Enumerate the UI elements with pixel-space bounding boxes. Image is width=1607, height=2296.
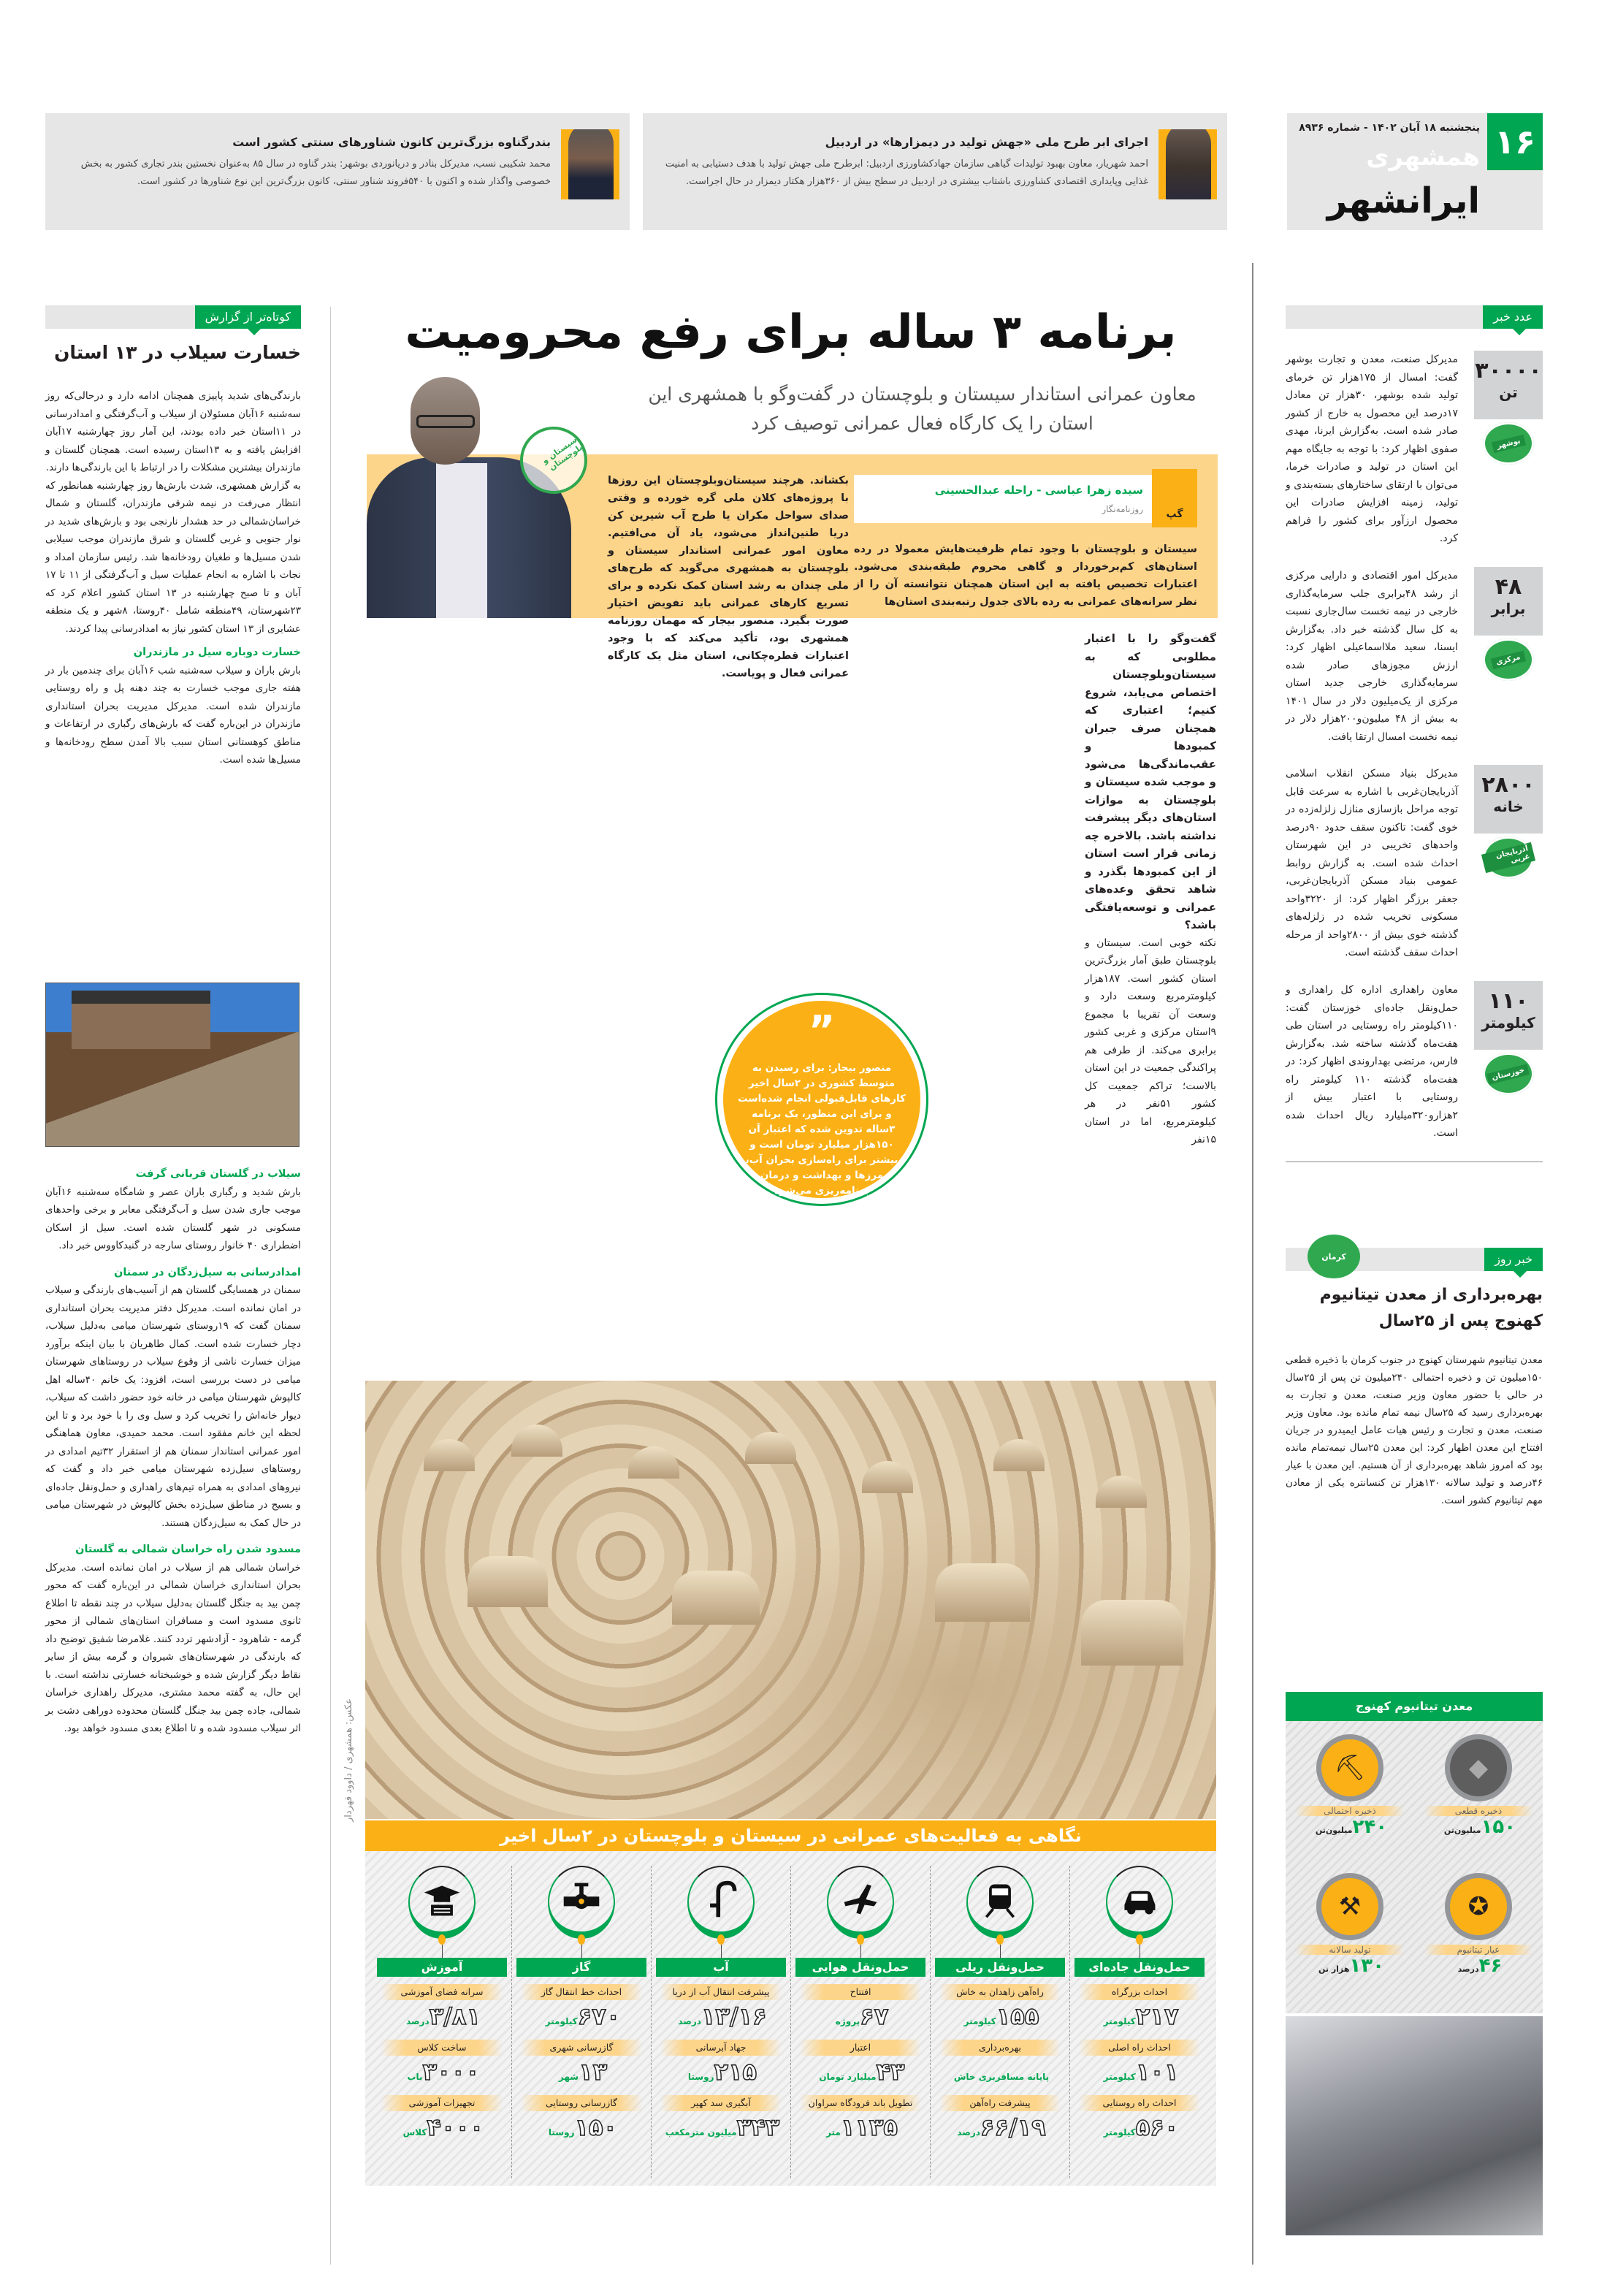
province-name: بوشهر (1492, 434, 1526, 452)
infographic-column (1069, 1866, 1209, 2178)
infographic-category: حمل‌ونقل هوایی (795, 1958, 925, 1977)
paper-logo: همشهری (1366, 142, 1480, 172)
infographic-stat (652, 2040, 790, 2088)
stat-value: ۱۵۵ (996, 2002, 1039, 2030)
lead-text: سیستان و بلوچستان با وجود تمام ظرفیت‌هایش معمولا در رده استان‌های کم‌برخوردار و گاهی محروم طبقه‌بندی می‌شود. اعتبارات تخصیص یافته به این استان همچنان نتوانسته آن را از نظر سرانه‌های عمرانی به رده بالای جدول رتبه‌بندی استان‌ها (854, 544, 1197, 608)
news-number-item (1286, 765, 1543, 962)
section-tab: خبر روز (1484, 1248, 1543, 1271)
main-headline: برنامه ۳ ساله برای رفع محرومیت (405, 305, 1177, 359)
stat-value: ۱۰۱ (1135, 2058, 1179, 2086)
stat-unit: پایانه مسافربری خاش (953, 2072, 1050, 2082)
authors: سیده زهرا عباسی - راحله عبدالحسینی (934, 484, 1143, 497)
photo-credit: عکس: همشهری / داوود قهردار (343, 1698, 354, 1823)
infographic-stat (652, 1984, 790, 2032)
news-number-item (1286, 351, 1543, 548)
connector-dot (1136, 1934, 1143, 1945)
stat-value: ۴۳ (876, 2058, 905, 2086)
infographic-stat (791, 1984, 930, 2032)
infographic-stat (512, 2040, 651, 2088)
stat-unit: کیلومتر (963, 2016, 996, 2026)
section-tab: عدد خبر (1483, 305, 1543, 329)
number-unit: برابر (1491, 600, 1526, 617)
mine-stat-label: تولید سالانه (1296, 1945, 1404, 1955)
flood-photo (45, 983, 299, 1147)
mine-stat (1414, 1867, 1543, 2006)
number-value: ۳۰۰۰۰ (1475, 358, 1542, 384)
subheading: خسارت دوباره سیل در مازندران (133, 647, 301, 658)
mine-article-text: معدن تیتانیوم شهرستان کهنوج در جنوب کرمان با ذخیره قطعی ۱۵۰میلیون تن و ذخیره احتمالی ۲۴۰میلیون تن پس از ۲۵سال در حالی با حضور معاون وزیر صنعت، معدن و تجارت به بهره‌برداری رسید که ۲۵سال نیمه تمام مانده بود. معاون وزیر صنعت، معدن و تجارت و رئیس هیات عامل ایمیدرو در جریان افتتاح این معدن اظهار کرد: این معدن ۲۵سال نیمه‌تمام مانده بود که امروز شاهد بهره‌برداری از آن هستیم. این معدن با عیار ۴۶درصد و تولید سالانه ۱۳۰هزار تن کنسانتره یکی از معادن مهم تیتانیوم کشور است. (1286, 1354, 1543, 1506)
stat-unit: درصد (406, 2016, 430, 2026)
infographic-column (651, 1866, 790, 2178)
date-issue: پنجشنبه ۱۸ آبان ۱۴۰۲ - شماره ۸۹۳۶ (1299, 122, 1480, 134)
stat-unit: کیلومتر (1103, 2016, 1136, 2026)
paragraph: خراسان شمالی هم از سیلاب در امان نمانده است. مدیرکل بحران استانداری خراسان شمالی در این‌باره گفت که محور چمن بید به جنگل گلستان به‌دلیل سیلاب در چند نقطه تا اطلاع ثانوی مسدود است و مسافران استان‌های شمالی از محور گرمه - شاهرود - آزادشهر تردد کنند. غلامرضا شفیق توضیح داد که بارندگی در شهرستان‌های شیروان و گرمه بیش از سایر نقاط دیگر گزارش شده و خوشبختانه خسارتی نداشته است. با این حال، به گفته محمد مشتری، مدیرکل راهداری خراسان شمالی، جاده چمن بید جنگل گلستان محدوده دوراهی دشت بر اثر سیلاب مسدود شده و تا اطلاع بعدی مسدود خواهد بود. (45, 1561, 301, 1734)
infographic-column (930, 1866, 1069, 2178)
flood-article-part1 (45, 387, 301, 769)
stat-value: ۴۰۰۰ (427, 2113, 484, 2141)
province-seal (1483, 1053, 1534, 1095)
stat-unit: متر (826, 2127, 841, 2137)
section-header-short-reports (45, 305, 301, 329)
infographic-stat (652, 2095, 790, 2143)
section-logo: ایرانشهر (1327, 180, 1480, 221)
stat-label: افتتاح (800, 1984, 921, 2000)
teaser-ardabil[interactable] (643, 113, 1227, 230)
stat-value: ۶۷ (860, 2002, 889, 2030)
masthead (1287, 113, 1543, 230)
number-box (1474, 765, 1543, 834)
mine-stat-value: ۱۵۰ (1481, 1816, 1516, 1838)
connector-dot (857, 1934, 864, 1945)
stat-unit: شهر (558, 2072, 579, 2082)
stat-value: ۳۰۰۰ (422, 2058, 480, 2086)
paragraph: بارندگی‌های شدید پاییزی همچنان ادامه دارد و درحالی‌که روز سه‌شنبه ۱۶آبان مسئولان از سیلاب و آب‌گرفتگی و امدادرسانی در ۱۱استان خبر داده بودند، این آمار روز چهارشنبه ۱۷آبان افزایش یافته و به ۱۳استان رسیده است. همچنان گلستان و مازندران بیشترین مشکلات را در ارتباط با این بارندگی‌ها دارند. (45, 390, 302, 473)
page-number: ۱۶ (1487, 113, 1543, 170)
article-body (939, 630, 1216, 1368)
infographic-category: حمل‌ونقل جاده‌ای (1074, 1958, 1205, 1977)
pull-quote-text: منصور بیجار: برای رسیدن به متوسط کشوری در ۲سال اخیر کارهای قابل‌قبولی انجام شده‌است و برای این منظور، یک برنامه ۳ساله تدوین شده که اعتبار آن ۱۵۰هزار میلیارد تومان است و بیشتر برای راه‌سازی بحران آب، مرزها و بهداشت و درمان برنامه‌ریزی می‌شود (738, 1062, 906, 1197)
subheading: امدادرسانی به سیل‌زدگان در سمنان (113, 1266, 301, 1278)
subheading: سیلاب در گلستان قربانی گرفت (135, 1168, 301, 1180)
intro-text: بکشاند. هرچند سیستان‌وبلوچستان این روزها با پروژه‌های کلان ملی گره خورده و وقتی صدای سواحل مکران یا طرح آب شیرین کن دریا طنین‌انداز می‌شود، یاد آن می‌افتیم. معاون امور عمرانی استاندار سیستان و بلوچستان به همشهری می‌گوید که طرح‌های ملی چندان به رشد استان کمک نکرده و برای تسریع کارهای عمرانی باید تفویض اختیار صورت بگیرد. منصور بیجار که مهمان روزنامه همشهری بود، تأکید می‌کند که با وجود اعتبارات قطره‌چکانی، استان مثل یک کارگاه عمرانی فعال و پویاست. (608, 475, 849, 679)
mine-infographic-title: معدن تیتانیوم کهنوج (1286, 1692, 1543, 1721)
flood-article-part2 (45, 1165, 301, 1738)
stat-label: احداث راه اصلی (1079, 2040, 1200, 2056)
stat-label: احداث راه روستایی (1079, 2095, 1200, 2111)
connector-line (721, 1945, 722, 1958)
infographic-category: آموزش (377, 1958, 507, 1977)
infographic-column (511, 1866, 651, 2178)
graduation-cap-icon (408, 1866, 476, 1939)
infographic-title: نگاهی به فعالیت‌های عمرانی در سیستان و بلوچستان در ۲سال اخیر (365, 1820, 1216, 1851)
stat-label: آبگیری سد کهیر (660, 2095, 782, 2111)
stat-unit: میلیارد تومان (819, 2072, 877, 2082)
news-number-text: مدیرکل امور اقتصادی و دارایی مرکزی از رشد ۴۸برابری جلب سرمایه‌گذاری خارجی در نیمه نخست سال‌جاری نسبت به کل سال گذشته خبر داد. به‌گزارش ایسنا، سعید ملااسماعیلی اظهار کرد: ارزش مجوزهای صادر شده سرمایه‌گذاری خارجی جدید استان مرکزی از یک‌میلیون دلار در سال ۱۴۰۱ به بیش از ۴۸ میلیون‌و۲۰۰هزار دلار در نیمه نخست امسال ارتقا یافت. (1286, 570, 1459, 743)
province-name: آذربایجان غربی (1481, 842, 1535, 873)
mine-photo (1286, 2016, 1543, 2235)
stat-value: ۲۱۵ (714, 2058, 757, 2086)
mine-stat-value: ۴۶ (1478, 1955, 1503, 1977)
number-box (1474, 567, 1543, 636)
infographic-column (790, 1866, 930, 2178)
connector-line (860, 1945, 861, 1958)
connector-dot (717, 1934, 725, 1945)
province-seal (1483, 836, 1534, 879)
gap-tag: گپ (1152, 469, 1197, 527)
mine-article-title: بهره‌برداری از معدن تیتانیوم کهنوج پس از ۲۵سال (1319, 1286, 1543, 1330)
connector-line (442, 1945, 443, 1958)
stat-value: ۱۱۳۵ (840, 2113, 898, 2141)
certificate-icon: ✪ (1445, 1873, 1512, 1940)
teaser-photo (1159, 129, 1217, 199)
stat-unit: کیلومتر (545, 2016, 578, 2026)
pull-quote (723, 1001, 920, 1198)
province-seal (1483, 638, 1534, 681)
stat-label: احداث بزرگراه (1079, 1984, 1200, 2000)
number-value: ۱۱۰ (1488, 988, 1529, 1014)
stat-label: گازرسانی شهری (521, 2040, 642, 2056)
interview-question: گفت‌وگو را با اعتبار مطلوبی که به سیستان‌وبلوچستان اختصاص می‌یابد، شروع کنیم؛ اعتباری که همچنان صرف جبران کمبودها و عقب‌ماندگی‌ها می‌شود و موجب شده سیستان و بلوچستان به موازات استان‌های دیگر پیشرفت نداشته باشد. بالاخره چه زمانی قرار است استان از این کمبودها بگذرد و شاهد تحقق وعده‌های عمرانی و توسعه‌یافتگی باشد؟ (1085, 632, 1216, 931)
province-seal (1483, 422, 1534, 465)
stat-unit: درصد (678, 2016, 701, 2026)
news-number-text: مدیرکل بنیاد مسکن انقلاب اسلامی آذربایجان‌غربی با اشاره به سرعت قابل توجه مراحل بازسازی منازل زلزله‌زده در خوی گفت: تاکنون سقف حدود ۹۰درصد واحدهای تخریبی در این شهرستان احداث شده است. به گزارش روابط عمومی بنیاد مسکن آذربایجان‌غربی، جعفر برزگر اظهار کرد: از ۳۲۲۰واحد مسکونی تخریب شده در زلزله‌های گذشته خوی بیش از ۲۸۰۰واحد از مرحله احداث سقف گذشته است. (1286, 768, 1458, 958)
infographic-stat (512, 1984, 651, 2032)
connector-line (1000, 1945, 1001, 1958)
column-divider (330, 307, 331, 2265)
teaser-title: اجرای ابر طرح ملی «جهش تولید در دیمزارها» در اردبیل (825, 135, 1148, 149)
paragraph: به گزارش همشهری، شدت بارش‌ها روز چهارشنبه همانطور که انتظار می‌رفت در نیمه شرقی مازندران، گلستان و شمال خراسان‌شمالی در حد هشدار نارنجی بود و بارش‌های شدید در نوار جنوبی و غربی گلستان و شرق مازندران موجب سیلابی شدن مسیل‌ها و طغیان رودخانه‌ها شد. رئیس سازمان امداد و نجات با اشاره به انجام عملیات سیل و آب‌گرفتگی از ۱۱ تا ۱۷ آبان و تا صبح چهارشنبه در ۱۳ استان کشور اعلام کرد که ۲۳شهرستان، ۴۹منطقه شامل ۴۰روستا، ۸شهر و یک منطقه عشایری از ۱۳ استان کشور نیاز به امدادرسانی پیدا کردند. (45, 479, 301, 635)
stat-unit: میلیون مترمکعب (665, 2127, 737, 2137)
stat-unit: کلاس (402, 2127, 427, 2137)
stat-label: تطویل باند فرودگاه سراوان (800, 2095, 921, 2111)
stat-unit: کیلومتر (1103, 2127, 1136, 2137)
connector-dot (996, 1934, 1004, 1945)
infographic-stat (512, 2095, 651, 2143)
byline-box (854, 475, 1197, 523)
mine-infographic (1286, 1692, 1543, 2013)
mine-stat-value: ۱۳۰ (1349, 1955, 1385, 1977)
number-box (1474, 351, 1543, 419)
village-photo (365, 1381, 1216, 1819)
connector-dot (578, 1934, 585, 1945)
connector-dot (438, 1934, 446, 1945)
infographic-category: آب (656, 1958, 786, 1977)
section-tab: کوتاه‌تر از گزارش (195, 305, 301, 329)
number-unit: خانه (1493, 798, 1524, 815)
stat-label: بهره‌برداری (939, 2040, 1061, 2056)
interview-answer: نکته خوبی است. سیستان و بلوچستان طبق آمار بزرگ‌ترین استان کشور است. ۱۸۷هزار کیلومترمربع وسعت دارد و وسعت آن تقریبا با مجموع ۹استان مرکزی و غربی کشور برابری می‌کند. از طرفی هم پراکندگی جمعیت در این استان بالاست؛ تراکم جمعیت کل کشور ۵۱نفر در هر کیلومترمربع، اما در استان ۱۵نفر (1085, 937, 1216, 1145)
infographic-stat (1070, 2095, 1209, 2143)
mine-stat-label: عیار تیتانیوم (1424, 1945, 1532, 1955)
province-stamp: سیستان و بلوچستان (507, 413, 600, 507)
number-unit: تن (1499, 384, 1518, 401)
mine-stat-value: ۲۴۰ (1352, 1816, 1388, 1838)
stat-label: ساخت کلاس (381, 2040, 503, 2056)
stat-unit: روستا (548, 2127, 575, 2137)
mine-stat-unit: هزار تن (1318, 1964, 1350, 1974)
stat-unit: باب (407, 2072, 423, 2082)
flood-article-title: خسارت سیلاب در ۱۳ استان (54, 342, 301, 363)
interview-intro-box (367, 435, 1218, 679)
infographic-stat (1070, 1984, 1209, 2032)
teaser-title: بندرگناوه بزرگ‌ترین کانون شناورهای سنتی کشور است (232, 135, 551, 149)
number-value: ۴۸ (1495, 574, 1522, 600)
stat-value: ۱۳/۱۶ (701, 2002, 767, 2030)
interviewee-photo (367, 377, 586, 618)
infographic-stat (1070, 2040, 1209, 2088)
infographic-category: گاز (516, 1958, 646, 1977)
mine-stat (1286, 1728, 1414, 1867)
stat-value: ۱۵۰ (574, 2113, 618, 2141)
stat-label: جهاد آبرسانی (660, 2040, 782, 2056)
infographic-stat (931, 1984, 1069, 2032)
infographic-stat (373, 2095, 511, 2143)
infographic-stat (931, 2095, 1069, 2143)
stat-value: ۵۶۰ (1135, 2113, 1179, 2141)
column-divider (1252, 263, 1253, 2265)
section-header-news-number (1286, 305, 1543, 329)
paragraph: سمنان در همسایگی گلستان هم از آسیب‌های بارندگی و سیلاب در امان نمانده است. مدیرکل دفتر مدیریت بحران استانداری سمنان گفت که ۱۹روستای شهرستان میامی به‌دلیل سیلاب، دچار خسارت شده است. کمال طاهریان با بیان اینکه برآورد میزان خسارت ناشی از وقوع سیلاب در روستاهای شهرستان میامی در دست بررسی است، افزود: یک خانم ۴۰ساله اهل کالپوش شهرستان میامی در خانه خود حضور داشت که سیلاب، دیوار خانه‌اش را تخریب کرد و سیل وی را با خود برد و تا این لحظه این خانم مفقود است. محمد حمیدی، معاون هماهنگی امور عمرانی استاندار سمنان هم از استقرار ۳۲تیم امدادی در روستاهای سیل‌زده شهرستان میامی خبر داد و گفت که نیروهای امدادی به همراه تیم‌های راهداری و حمل‌ونقل جاده‌ای و بسیج در مناطق سیل‌زده بخش کالپوش در شهرستان میامی در حال کمک به سیل‌زدگان هستند. (45, 1284, 301, 1529)
pickaxe-icon: ⚒ (1316, 1873, 1383, 1940)
train-icon (966, 1866, 1034, 1939)
stat-unit: درصد (957, 2127, 980, 2137)
news-number-text: مدیرکل صنعت، معدن و تجارت بوشهر گفت: امسال از ۱۷۵هزار تن خرمای تولید شده بوشهر، ۳۰هزار تن معادل ۱۷درصد این محصول به خارج از کشور صادر شده است. به‌گزارش ایرنا، مهدی صفوی اظهار کرد: با توجه به جایگاه مهم این استان در تولید و صادرات خرما، می‌توان با ارتقای ساختارهای بسته‌بندی و تولید، زمینه افزایش صادرات این محصول ارزآور برای کشور را فراهم کرد. (1286, 354, 1458, 544)
subheading: مسدود شدن راه خراسان شمالی به گلستان (75, 1544, 301, 1555)
infographic-stat (931, 2040, 1069, 2088)
stat-label: سرانه فضای آموزشی (381, 1984, 503, 2000)
news-number-text: معاون راهداری اداره کل راهداری و حمل‌ونقل جاده‌ای خوزستان گفت: ۱۱۰کیلومتر راه روستایی در استان طی هفت‌ماه گذشته ساخته شد. به‌گزارش فارس، مرتضی بهداروندی اظهار کرد: در هفت‌ماه گذشته ۱۱۰ کیلومتر راه روستایی با اعتبار بیش از ۲هزارو۳۲۰میلیارد ریال احداث شده است. (1286, 984, 1458, 1139)
mine-stat (1286, 1867, 1414, 2006)
author-role: روزنامه‌نگار (1102, 504, 1143, 514)
infographic-stat (791, 2095, 930, 2143)
province-stamp: کرمان (1308, 1235, 1360, 1278)
infographic-stat (373, 1984, 511, 2032)
mine-stat-unit: درصد (1457, 1964, 1479, 1974)
number-unit: کیلومتر (1481, 1014, 1535, 1031)
infographic-stat (373, 2040, 511, 2088)
mine-cart-icon: ⛏ (1316, 1734, 1383, 1801)
stat-label: احداث خط انتقال گاز (521, 1984, 642, 2000)
stat-label: اعتبار (800, 2040, 921, 2056)
stat-value: ۲۱۷ (1135, 2002, 1179, 2030)
stat-unit: روستا (687, 2072, 714, 2082)
paragraph: بارش باران و سیلاب سه‌شنبه شب ۱۶آبان برای چندمین بار در هفته جاری موجب خسارت به چند دهنه پل و راه روستایی مازندران شده است. مدیرکل مدیریت بحران استانداری مازندران در این‌باره گفت که بارش‌های رگباری در ارتفاعات و مناطق کوهستانی استان سبب بالا آمدن سطح رودخانه‌ها و مسیل‌ها شده است. (45, 664, 301, 766)
car-icon (1106, 1866, 1173, 1939)
main-subtitle: معاون عمرانی استاندار سیستان و بلوچستان در گفت‌وگو با همشهری این استان را یک کارگاه فعال عمرانی توصیف کرد (648, 384, 1196, 434)
infographic-category: حمل‌ونقل ریلی (935, 1958, 1065, 1977)
province-name: خوزستان (1486, 1064, 1530, 1084)
airplane-icon (827, 1866, 894, 1939)
teaser-text: احمد شهریار، معاون بهبود تولیدات گیاهی سازمان جهادکشاورزی اردبیل: ابرطرح ملی جهش تولید با هدف دستیابی به امنیت غذایی وپایداری اقتصادی کشاورزی باشتاب بیشتری در اردبیل در سطح بیش از ۳۶۰هزار هکتار دیمزار در حال اجراست. (665, 159, 1148, 187)
infographic-stat (791, 2040, 930, 2088)
number-box (1474, 981, 1543, 1050)
stat-label: پیشرفت راه‌آهن (939, 2095, 1061, 2111)
stat-value: ۱۳ (579, 2058, 608, 2086)
connector-line (581, 1945, 582, 1958)
mine-stat (1414, 1728, 1543, 1867)
number-value: ۲۸۰۰ (1481, 772, 1535, 798)
ore-rock-icon: ◆ (1445, 1734, 1512, 1801)
teaser-bushehr[interactable] (45, 113, 630, 230)
stat-value: ۳۴۳ (736, 2113, 780, 2141)
stat-value: ۶۷۰ (577, 2002, 621, 2030)
stat-unit: پروژه (835, 2016, 860, 2026)
mine-stat-unit: میلیون‌تن (1443, 1826, 1481, 1835)
paragraph: بارش شدید و رگباری باران عصر و شامگاه سه‌شنبه ۱۶آبان موجب جاری شدن سیل و آب‌گرفتگی معابر و برخی واحدهای مسکونی در شهر گلستان شده است. سیل از اسکان اضطراری ۴۰ خانوار روستای سارجه در گنبدکاووس خبر داد. (45, 1186, 301, 1251)
stat-value: ۶۶/۱۹ (980, 2113, 1046, 2141)
stat-value: ۳/۸۱ (429, 2002, 481, 2030)
mine-stat-label: ذخیره قطعی (1424, 1806, 1532, 1816)
province-name: مرکزی (1491, 650, 1526, 669)
gas-pipe-icon (548, 1866, 615, 1939)
infographic-column (373, 1866, 511, 2178)
news-number-item (1286, 567, 1543, 746)
teaser-photo (561, 129, 619, 199)
development-infographic (365, 1820, 1216, 2186)
mine-stat-unit: میلیون‌تن (1315, 1826, 1353, 1835)
quote-icon: ” (808, 1007, 836, 1055)
stat-label: گازرسانی روستایی (521, 2095, 642, 2111)
mine-stat-label: ذخیره احتمالی (1296, 1806, 1404, 1816)
news-number-item (1286, 981, 1543, 1143)
stat-label: پیشرفت انتقال آب از دریا (660, 1984, 782, 2000)
stat-unit: کیلومتر (1103, 2072, 1136, 2082)
teaser-text: محمد شکیبی نسب، مدیرکل بنادر و دریانوردی بوشهر: بندر گناوه در سال ۸۵ به‌عنوان نخستین بندر تجاری کشور به بخش خصوصی واگذار شده و اکنون با ۵۴۰فروند شناور سنتی، کانون بزرگ‌ترین این نوع شناورها در کشور است. (80, 159, 551, 187)
water-tap-icon (687, 1866, 755, 1939)
stat-label: راه‌آهن زاهدان به خاش (939, 1984, 1061, 2000)
stat-label: تجهیزات آموزشی (381, 2095, 503, 2111)
